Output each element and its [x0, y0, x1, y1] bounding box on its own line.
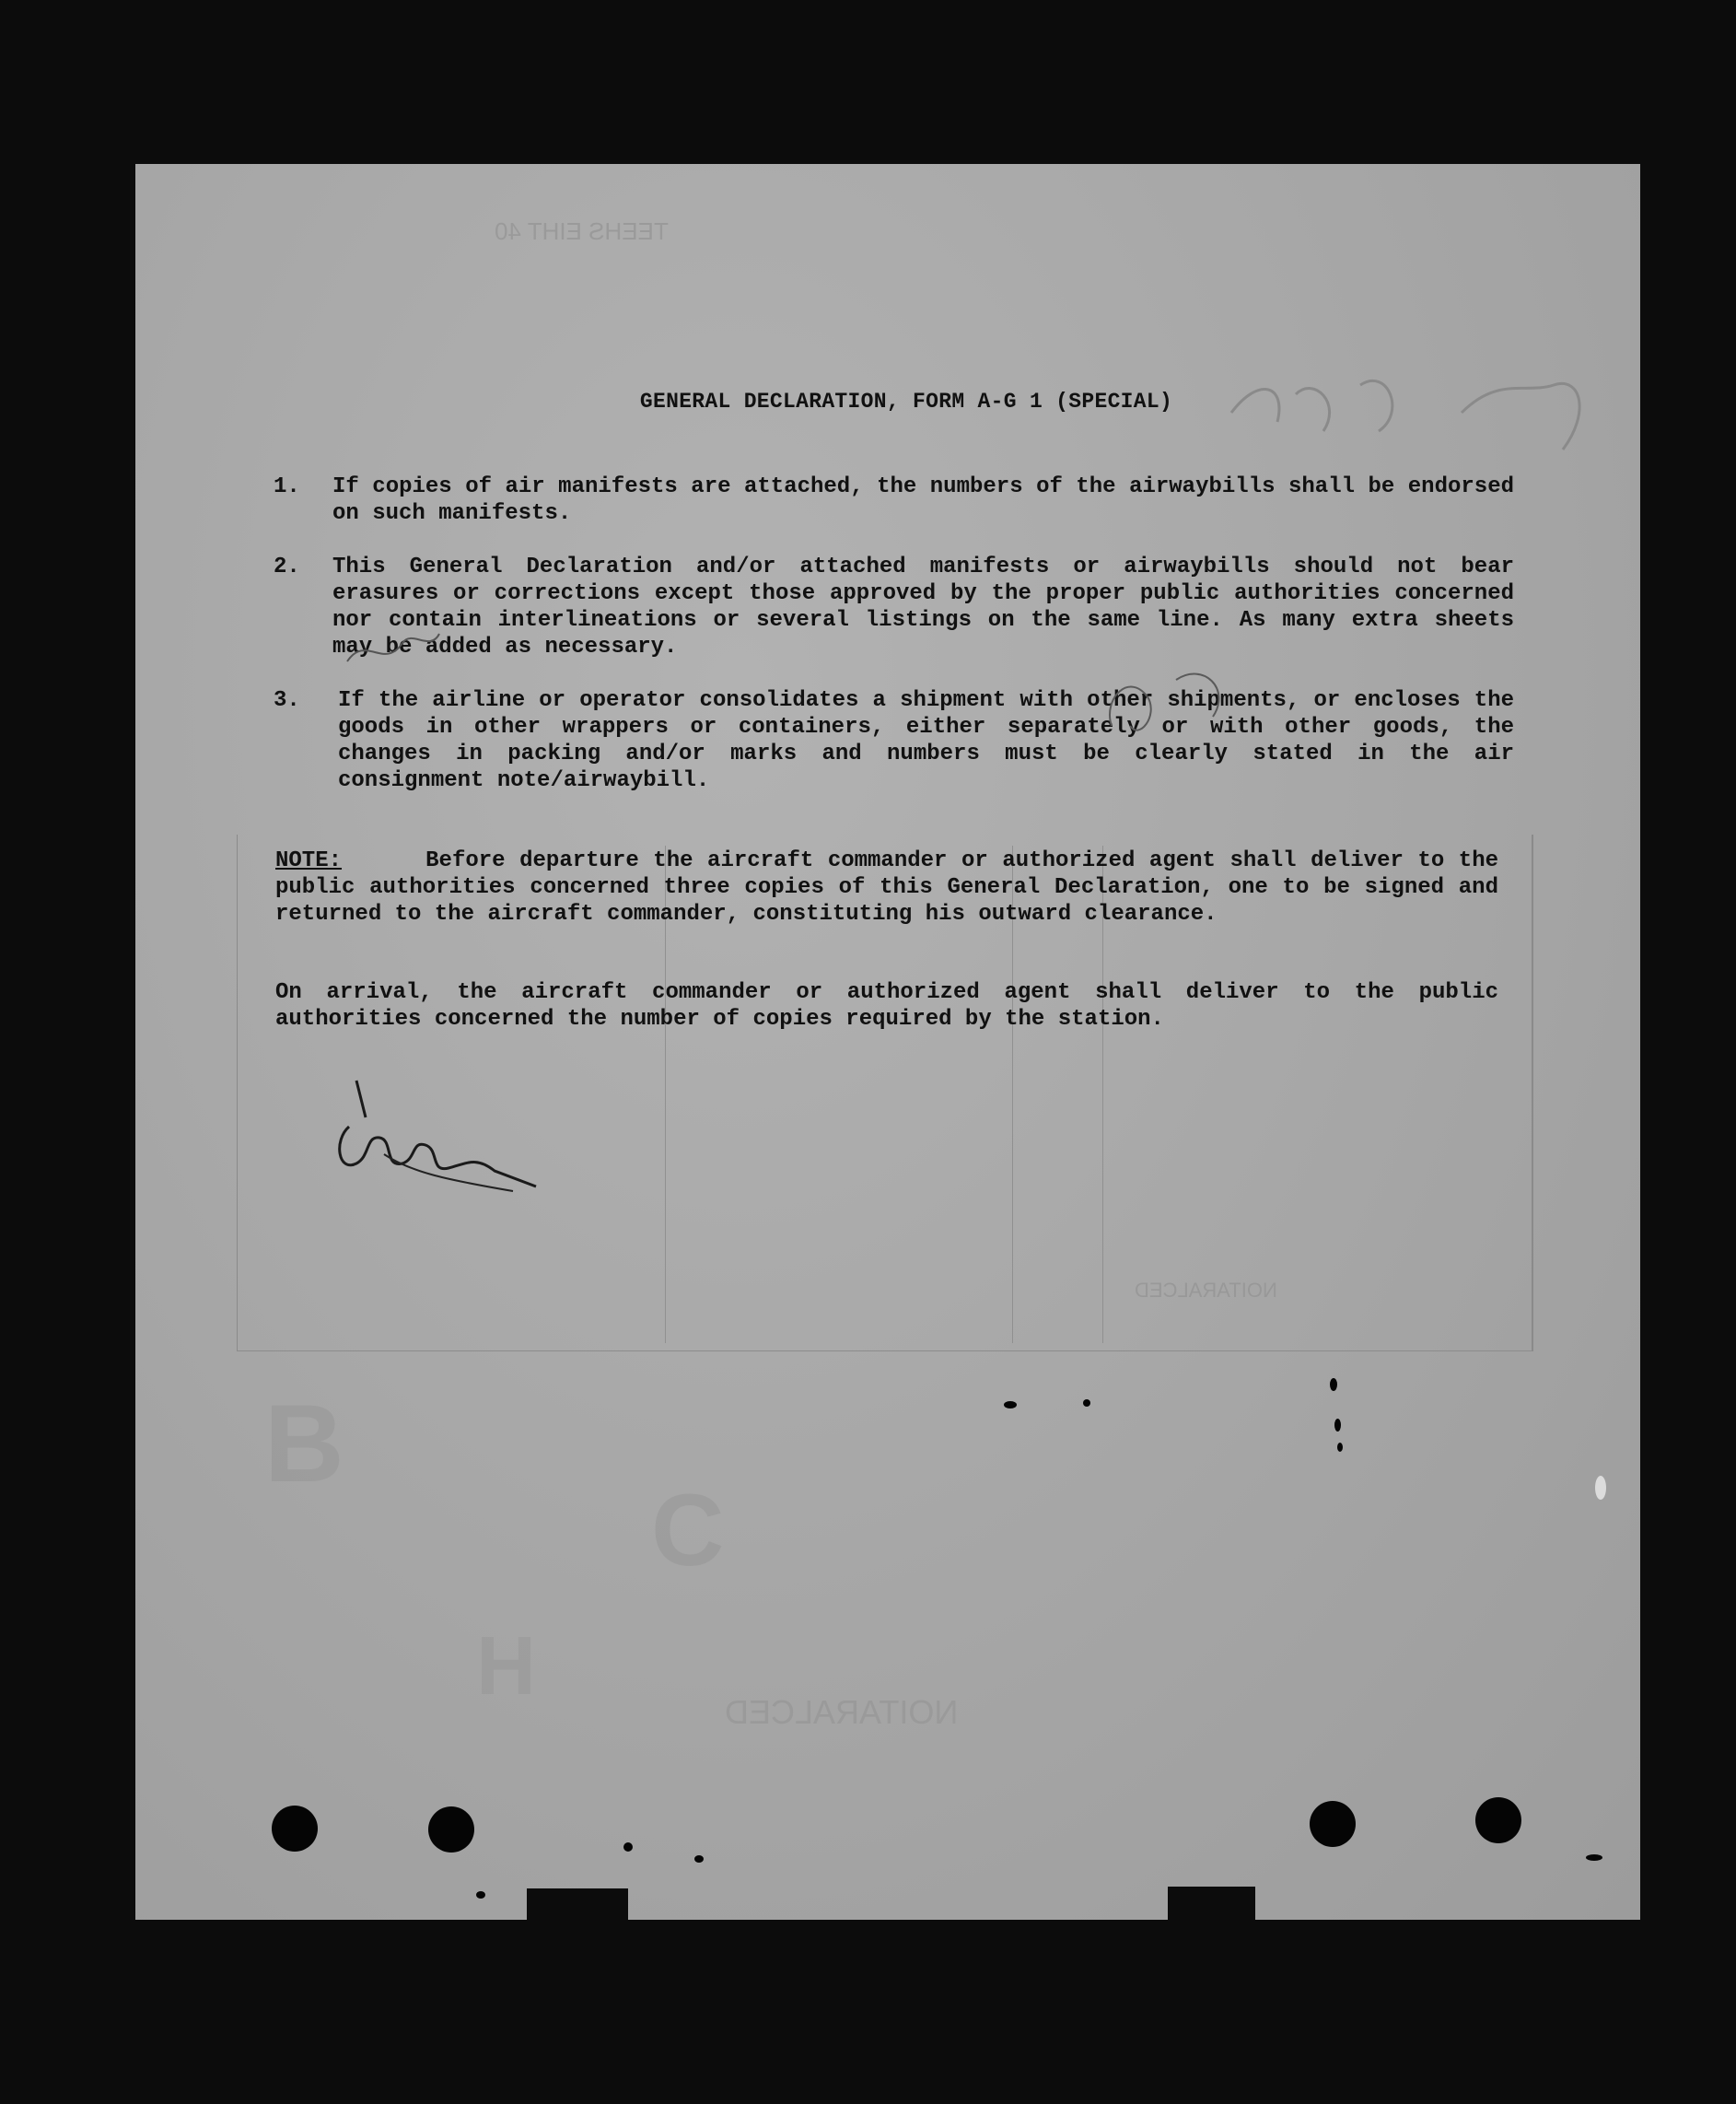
- ink-speck: [1083, 1399, 1090, 1407]
- punch-hole: [1310, 1801, 1356, 1847]
- signature-scribble: [329, 1071, 550, 1228]
- item-text: This General Declaration and/or attached manifests or airwaybills should not bear erasures or corrections except those approved by the proper public authorities concerned nor contain interlineations or several listings on the same line. As many extra sheets may be added as necessary.: [332, 555, 1514, 660]
- handwritten-mark: [338, 615, 449, 680]
- handwritten-mark: [1093, 652, 1241, 754]
- note-paragraph: [275, 847, 1498, 928]
- bleed-through-stamp: B: [264, 1382, 344, 1505]
- punch-hole: [1475, 1797, 1521, 1843]
- list-item: [274, 687, 1526, 798]
- binding-tab: [1168, 1887, 1255, 1933]
- ink-speck: [1330, 1378, 1337, 1391]
- item-text: If copies of air manifests are attached, the numbers of the airwaybills shall be endorsed on such manifests.: [332, 474, 1514, 526]
- item-number: 1.: [274, 474, 300, 499]
- ink-speck: [1586, 1854, 1602, 1861]
- bleed-through-stamp: C: [651, 1474, 725, 1587]
- ink-speck: [1337, 1443, 1343, 1452]
- handwritten-mark: [1222, 357, 1609, 468]
- ink-speck: [1334, 1419, 1341, 1432]
- item-number: 2.: [274, 555, 300, 579]
- ink-speck: [623, 1842, 633, 1852]
- document-page: [135, 164, 1640, 1920]
- bleed-through-text: NOITARALCED: [725, 1693, 959, 1731]
- punch-hole: [272, 1806, 318, 1852]
- paper-blemish: [1595, 1476, 1606, 1500]
- list-item: [274, 554, 1526, 664]
- list-item: [274, 473, 1526, 529]
- page-title: GENERAL DECLARATION, FORM A-G 1 (SPECIAL): [639, 390, 1173, 414]
- ink-speck: [476, 1891, 485, 1899]
- bleed-through-text: NOITARALCED: [1135, 1279, 1277, 1302]
- item-text: If the airline or operator consolidates a shipment with other shipments, or encloses the goods in other wrappers or containers, either separately or with other goods, the changes in packing and/or marks and numbers must be clearly stated in the air consignment note/airwaybill.: [338, 688, 1514, 793]
- binding-tab: [527, 1888, 628, 1930]
- punch-hole: [428, 1806, 474, 1853]
- bleed-through-stamp: H: [476, 1620, 536, 1712]
- bleed-through-text: TEEHS EIHT 40: [495, 217, 669, 245]
- ink-speck: [1004, 1401, 1017, 1409]
- arrival-paragraph: On arrival, the aircraft commander or authorized agent shall deliver to the public authorities concerned the number of copies required by the station.: [275, 980, 1498, 1032]
- ink-speck: [694, 1855, 704, 1863]
- note-label: NOTE:: [275, 848, 343, 873]
- item-number: 3.: [274, 688, 300, 713]
- note-text: Before departure the aircraft commander or authorized agent shall deliver to the public authorities concerned three copies of this General Declaration, one to be signed and returned to the aircraft commander, constituting his outward clearance.: [275, 848, 1499, 927]
